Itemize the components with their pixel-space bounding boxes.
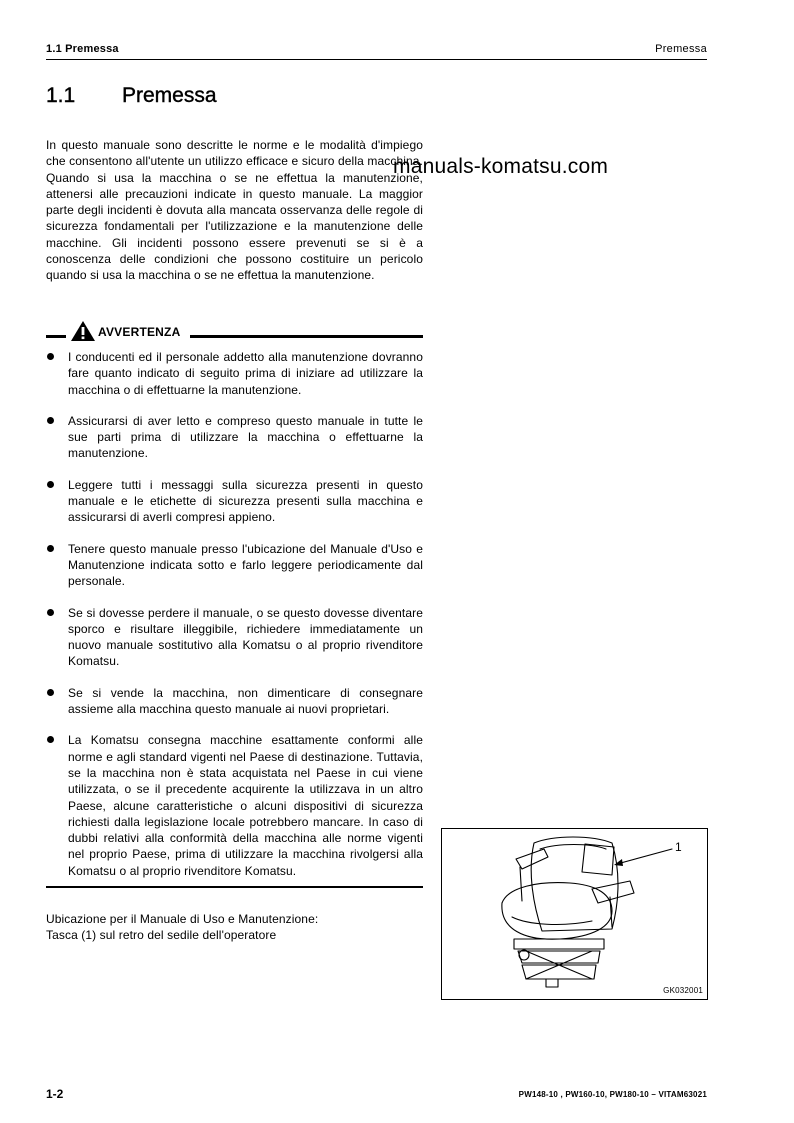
figure-code: GK032001 (663, 986, 703, 995)
title-number: 1.1 (46, 84, 76, 107)
warning-rule-left (46, 335, 66, 338)
header-section-label: 1.1 Premessa (46, 43, 119, 55)
warning-triangle-icon (70, 320, 96, 342)
location-line-1: Ubicazione per il Manuale di Uso e Manutenzione: (46, 912, 319, 926)
list-item: Leggere tutti i messaggi sulla sicurezza presenti in questo manuale e le etichette di sicurezza presenti sulla macchina e assicurarsi di averli compresi appieno. (46, 477, 423, 526)
manual-location-note (46, 911, 318, 944)
warning-rule-right (190, 335, 423, 338)
list-item: Assicurarsi di aver letto e compreso questo manuale in tutte le sue parti prima di utilizzare la macchina o effettuarne la manutenzione. (46, 413, 423, 462)
bullet-icon (47, 609, 54, 616)
bullet-icon (47, 736, 54, 743)
warning-list (46, 349, 423, 894)
watermark-text: manuals-komatsu.com (393, 155, 609, 178)
bullet-icon (47, 689, 54, 696)
operator-seat-icon (442, 829, 707, 999)
list-item: Se si vende la macchina, non dimenticare di consegnare assieme alla macchina questo manuale ai nuovi proprietari. (46, 685, 423, 718)
page-number: 1-2 (46, 1087, 64, 1101)
list-item: I conducenti ed il personale addetto alla manutenzione dovranno fare quanto indicato di seguito prima di iniziare ad utilizzare la macchina o di effettuarne la manutenzione. (46, 349, 423, 398)
bullet-icon (47, 417, 54, 424)
seat-figure (441, 828, 708, 1000)
bullet-icon (47, 481, 54, 488)
warning-label: AVVERTENZA (98, 325, 181, 339)
title-text: Premessa (122, 84, 217, 107)
bullet-icon (47, 545, 54, 552)
warning-header (46, 320, 423, 342)
footer-models: PW148-10 , PW160-10, PW180-10 – VITAM63021 (518, 1090, 707, 1099)
location-line-2: Tasca (1) sul retro del sedile dell'operatore (46, 928, 277, 943)
warning-bottom-rule (46, 886, 423, 888)
figure-callout-label: 1 (675, 840, 682, 854)
list-item: Tenere questo manuale presso l'ubicazione del Manuale d'Uso e Manutenzione indicata sotto e farlo leggere periodicamente dal personale. (46, 541, 423, 590)
intro-paragraph: In questo manuale sono descritte le norme e le modalità d'impiego che consentono all'utente un utilizzo efficace e sicuro della macchina. Quando si usa la macchina o se ne effettua la manutenzione, attenersi alle precauzioni indicate in questo manuale. La maggior parte degli incidenti è dovuta alla mancata osservanza delle regole di sicurezza fondamentali per l'utilizzazione e la manutenzione delle macchine. Gli incidenti possono essere prevenuti se si è a conoscenza delle condizioni che possono costituire un pericolo quando si usa la macchina o se ne effettua la manutenzione. (46, 138, 423, 283)
header-running-title: Premessa (655, 43, 707, 55)
page-title (46, 84, 217, 108)
list-item: La Komatsu consegna macchine esattamente conformi alle norme e agli standard vigenti nel Paese di destinazione. Tuttavia, se la macchina non è stata acquistata nel Paese in cui viene utilizzata, o se il precedente acquirente la utilizzava in un altro Paese, alcune caratteristiche o alcuni dispositivi di sicurezza richiesti dalla legislazione locale potrebbero mancare. In caso di dubbi relativi alla conformità della macchina alle norme vigenti nel proprio Paese, prima di utilizzare la macchina rivolgersi alla Komatsu o al proprio rivenditore Komatsu. (46, 732, 423, 879)
list-item: Se si dovesse perdere il manuale, o se questo dovesse diventare sporco e risultare illeggibile, richiedere immediatamente un nuovo manuale sostitutivo alla Komatsu o al proprio rivenditore Komatsu. (46, 605, 423, 670)
bullet-icon (47, 353, 54, 360)
header-rule (46, 59, 707, 60)
